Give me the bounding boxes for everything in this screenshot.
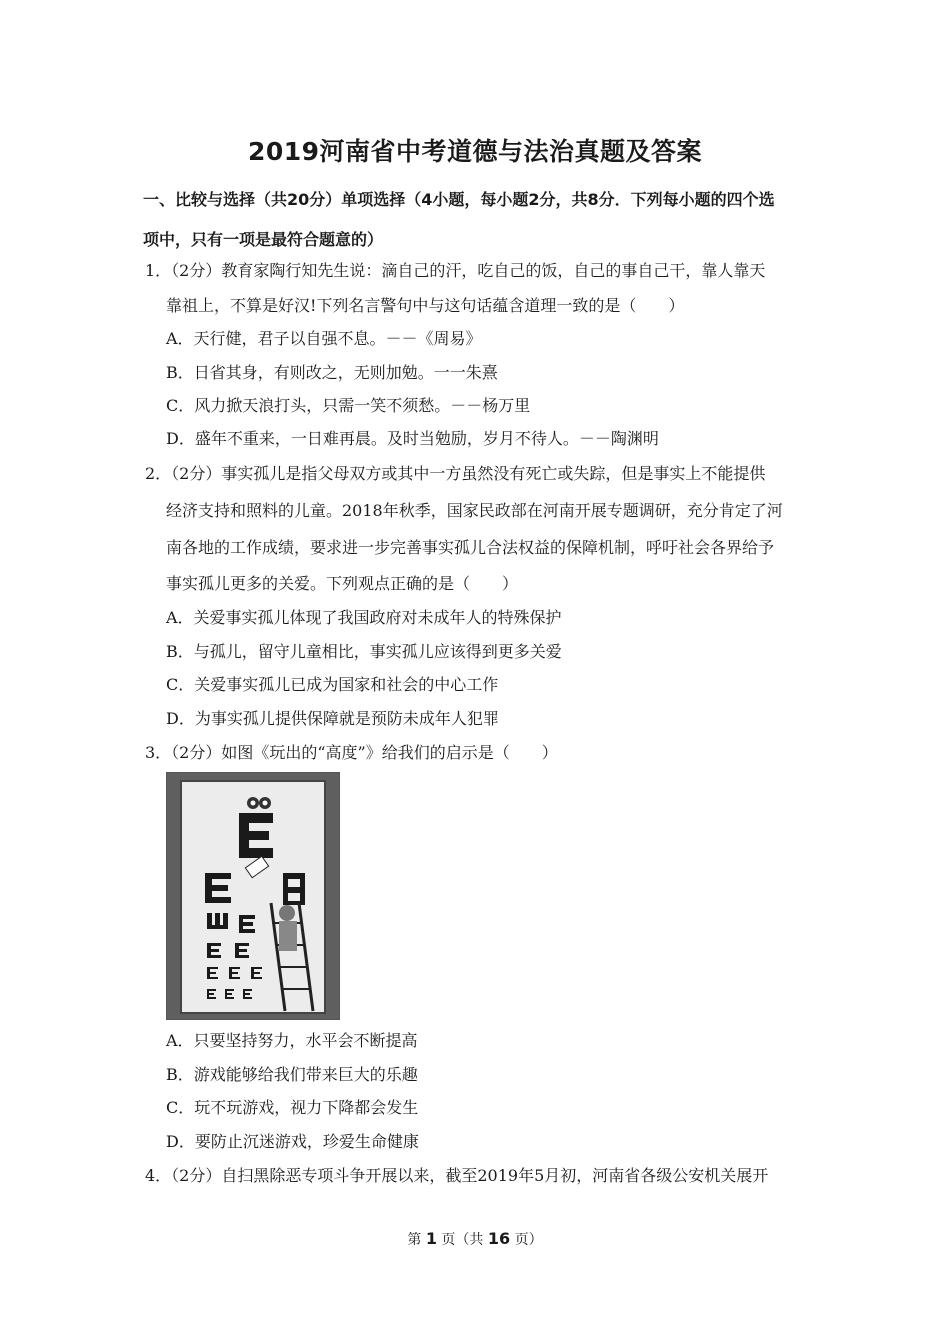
page-title: 2019河南省中考道德与法治真题及答案 (247, 137, 703, 166)
question-2-option-c: C．关爱事实孤儿已成为国家和社会的中心工作 (166, 675, 499, 694)
question-2-stem-cont-3: 事实孤儿更多的关爱。下列观点正确的是（ ） (166, 574, 519, 593)
question-3-option-b: B．游戏能够给我们带来巨大的乐趣 (166, 1065, 418, 1084)
question-2-option-a: A．关爱事实孤儿体现了我国政府对未成年人的特殊保护 (166, 608, 562, 627)
question-1-option-c: C．风力掀天浪打头，只需一笑不须愁。－－杨万里 (166, 396, 531, 415)
section-heading-line-1: 一、比较与选择（共20分）单项选择（4小题，每小题2分，共8分．下列每小题的四个选 (143, 190, 775, 209)
section-heading-line-2: 项中，只有一项是最符合题意的） (143, 230, 384, 249)
footer-prefix: 第 (407, 1232, 426, 1248)
question-1-option-b: B．日省其身，有则改之，无则加勉。一一朱熹 (166, 363, 498, 382)
question-3-option-a: A．只要坚持努力，水平会不断提高 (166, 1031, 418, 1050)
question-1-option-d: D．盛年不重来，一日难再晨。及时当勉励，岁月不待人。－－陶渊明 (166, 429, 659, 448)
question-2-stem-cont-2: 南各地的工作成绩，要求进一步完善事实孤儿合法权益的保障机制，呼吁社会各界给予 (166, 538, 775, 557)
question-2-stem: 2．（2分）事实孤儿是指父母双方或其中一方虽然没有死亡或失踪，但是事实上不能提供 (145, 464, 766, 483)
footer-middle: 页（共 (436, 1232, 488, 1248)
question-2-stem-cont-1: 经济支持和照料的儿童。2018年秋季，国家民政部在河南开展专题调研，充分肯定了河 (166, 501, 783, 520)
question-2-option-d: D．为事实孤儿提供保障就是预防未成年人犯罪 (166, 709, 499, 728)
question-3-option-d: D．要防止沉迷游戏，珍爱生命健康 (166, 1132, 419, 1151)
question-1-option-a: A．天行健，君子以自强不息。－－《周易》 (166, 329, 482, 348)
page-footer (0, 1229, 950, 1249)
question-1-stem: 1．（2分）教育家陶行知先生说：滴自己的汗，吃自己的饭，自己的事自己干，靠人靠天 (145, 261, 766, 280)
question-2-option-b: B．与孤儿，留守儿童相比，事实孤儿应该得到更多关爱 (166, 642, 562, 661)
question-3-stem: 3．（2分）如图《玩出的“高度”》给我们的启示是（ ） (145, 743, 558, 762)
footer-suffix: 页） (510, 1232, 543, 1248)
footer-page-number: 1 (425, 1229, 437, 1248)
question-1-stem-cont: 靠祖上，不算是好汉!下列名言警句中与这句话蕴含道理一致的是（ ） (166, 296, 685, 315)
question-4-stem: 4．（2分）自扫黑除恶专项斗争开展以来，截至2019年5月初，河南省各级公安机关展开 (145, 1166, 769, 1185)
eye-chart-illustration (167, 773, 339, 1019)
question-3-option-c: C．玩不玩游戏，视力下降都会发生 (166, 1098, 419, 1117)
footer-total-pages: 16 (487, 1229, 511, 1248)
cartoon-figure-eye-chart (166, 772, 340, 1020)
